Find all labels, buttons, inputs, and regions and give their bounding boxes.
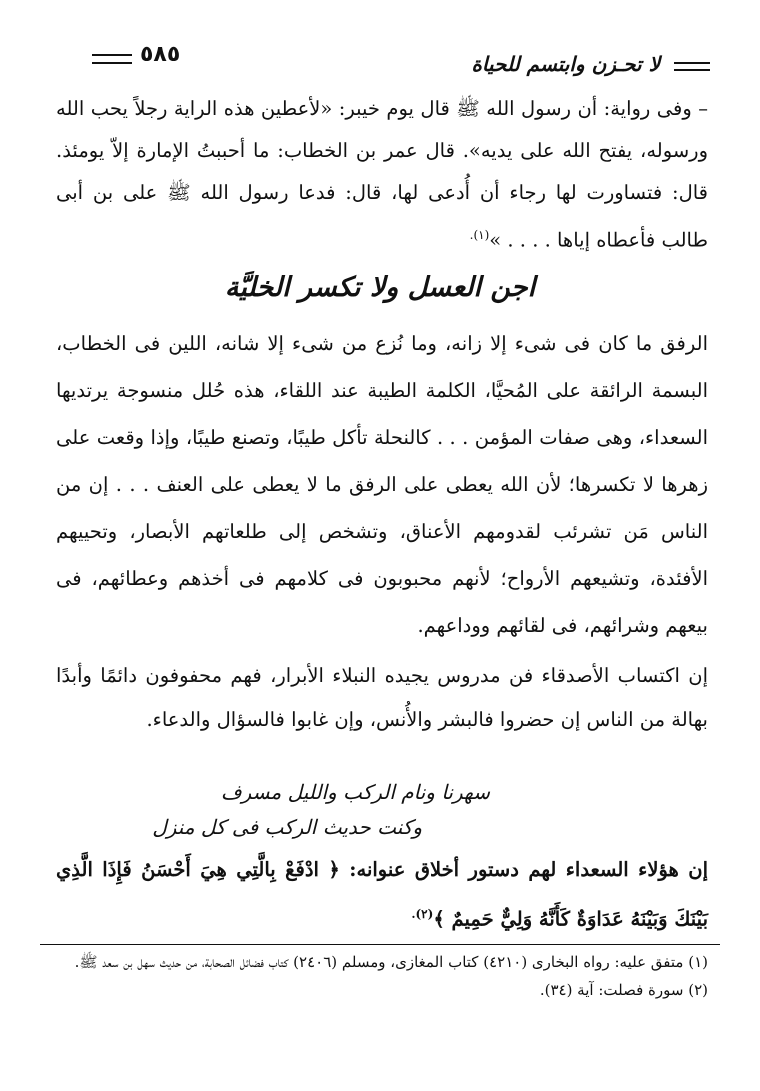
intro-paragraph — [56, 88, 708, 262]
page-header — [92, 38, 710, 78]
poem-line-2: وكنت حديث الركب فى كل منزل — [152, 815, 422, 839]
running-title: لا تحـزن وابتسم للحياة — [471, 52, 660, 76]
intro-text: – وفى رواية: أن رسول الله ﷺ قال يوم خيبر: «لأعطين هذه الراية رجلاً يحب الله ورسوله، يفتح الله على يديه». قال عمر بن الخطاب: ما أحببتُ الإمارة إلاّ يومئذ. قال: فتساورت لها رجاء أن أُدعى لها، قال: فدعا رسول الله ﷺ على بن أبى طالب فأعطاه إياها . . . . » — [56, 97, 708, 252]
footnote-1: (١) متفق عليه: رواه البخارى (٤٢١٠) كتاب المغازى، ومسلم (٢٤٠٦) كتاب فضائل الصحابة، من حديث سهل بن سعد ﷺ. — [74, 953, 708, 971]
footnote-divider — [40, 944, 720, 945]
paragraph-1: الرفق ما كان فى شىء إلا زانه، وما نُزع من شىء إلا شانه، اللين فى الخطاب، البسمة الرائقة على المُحيَّا، الكلمة الطيبة عند اللقاء، هذه حُلل منسوجة يرتديها السعداء، وهى صفات المؤمن . . . كالنحلة تأكل طيبًا، وتصنع طيبًا، وإذا وقعت على زهرها لا تكسرها؛ لأن الله يعطى على الرفق ما لا يعطى على العنف . . . إن من الناس مَن تشرئب لقدومهم الأعناق، وتشخص إلى طلعاتهم الأبصار، وتحييهم الأفئدة، وتشيعهم الأرواح؛ لأنهم محبوبون فى كلامهم فى أخذهم وعطائهم، فى بيعهم وشرائهم، فى لقائهم ووداعهم. — [56, 332, 708, 637]
section-heading: اجن العسل ولا تكسر الخليَّة — [224, 272, 536, 303]
footnotes — [48, 948, 708, 1004]
poem-line-1: سهرنا ونام الركب والليل مسرف — [220, 780, 490, 804]
paragraph-3-text: إن هؤلاء السعداء لهم دستور أخلاق عنوانه: ﴿ ادْفَعْ بِالَّتِي هِيَ أَحْسَنُ فَإِذَا الَّذِي بَيْنَكَ وَبَيْنَهُ عَدَاوَةٌ كَأَنَّهُ وَلِيٌّ حَمِيمٌ ﴾ — [56, 858, 708, 931]
footnote-2: (٢) سورة فصلت: آية (٣٤). — [539, 981, 708, 999]
header-rule-right — [674, 62, 710, 71]
paragraph-3 — [56, 848, 708, 942]
footnote-ref-1: (١). — [469, 228, 490, 242]
page-number: ٥٨٥ — [140, 42, 181, 67]
paragraph-2: إن اكتساب الأصدقاء فن مدروس يجيده النبلاء الأبرار، فهم محفوفون دائمًا وأبدًا بهالة من الناس إن حضروا فالبشر والأُنس، وإن غابوا فالسؤال والدعاء. — [56, 664, 708, 731]
header-rule-left — [92, 54, 132, 64]
footnote-ref-2: (٢). — [411, 907, 434, 921]
